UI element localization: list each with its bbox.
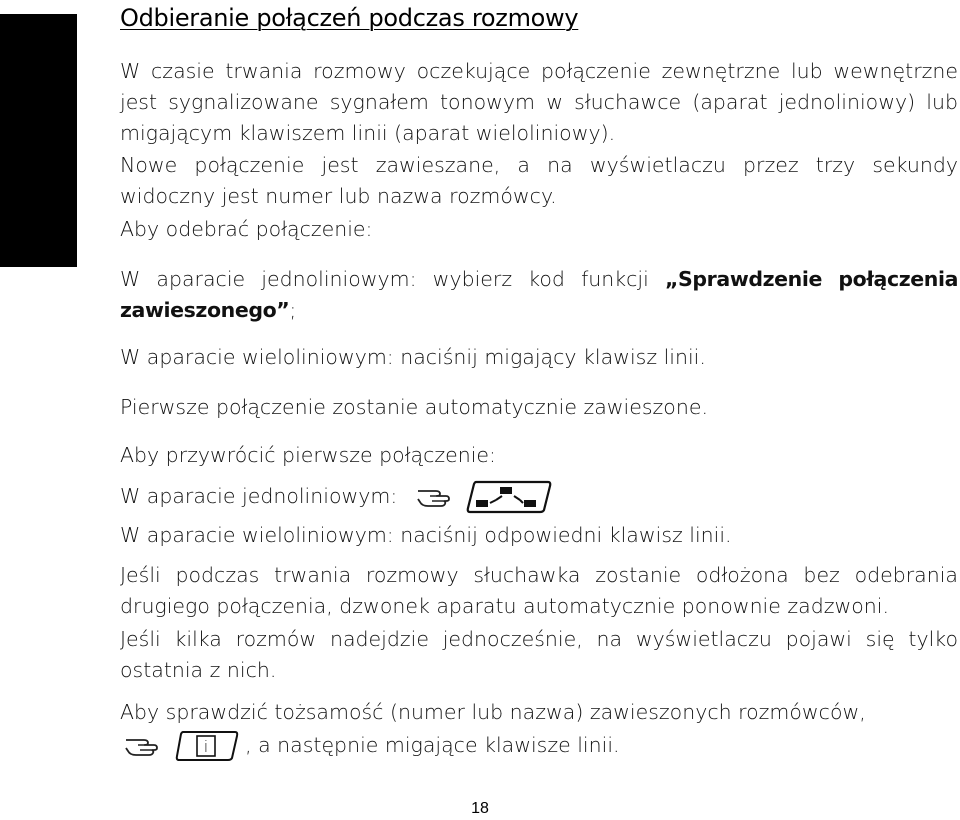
paragraph-waiting-call: W czasie trwania rozmowy oczekujące połączenie zewnętrzne lub wewnętrzne jest sygnalizowane sygnałem tonowym w słuchawce (aparat jednoliniowy) lub migającym klawiszem linii (aparat wieloliniowy). <box>120 59 958 145</box>
info-key-label: i <box>203 737 208 756</box>
single-line-restore-text: W aparacie jednoliniowym: <box>120 484 398 508</box>
restore-key-sequence <box>416 480 553 514</box>
paragraph-single-line-answer <box>120 264 958 326</box>
paragraph-restore-heading: Aby przywrócić pierwsze połączenie: <box>120 443 496 467</box>
single-line-answer-text: W aparacie jednoliniowym: wybierz kod funkcji <box>120 267 665 291</box>
paragraph-hangup-note: Jeśli podczas trwania rozmowy słuchawka zostanie odłożona bez odebrania drugiego połączenia, dzwonek aparatu automatycznie ponownie zadzwoni. <box>120 563 958 618</box>
function-code-name: „Sprawdzenie połączenia zawieszonego” <box>120 267 959 322</box>
chapter-marker-bar <box>0 14 77 267</box>
paragraph-first-call-held: Pierwsze połączenie zostanie automatycznie zawieszone. <box>120 395 708 419</box>
page-title: Odbieranie połączeń podczas rozmowy <box>120 4 579 32</box>
paragraph-multi-line-answer: W aparacie wieloliniowym: naciśnij migający klawisz linii. <box>120 345 706 369</box>
paragraph-check-identity-keys <box>124 730 960 762</box>
transfer-key-icon <box>466 480 552 514</box>
press-hand-icon-2 <box>124 734 168 758</box>
paragraph-check-identity: Aby sprawdzić tożsamość (numer lub nazwa) zawieszonych rozmówców, <box>120 700 866 724</box>
page-number: 18 <box>471 800 489 817</box>
paragraph-multiple-calls-note: Jeśli kilka rozmów nadejdzie jednocześnie, na wyświetlaczu pojawi się tylko ostatnia z nich. <box>120 627 958 682</box>
info-key-icon <box>175 730 239 762</box>
paragraph-single-line-restore <box>120 480 958 514</box>
press-hand-icon <box>416 485 460 509</box>
check-identity-suffix: , a następnie migające klawisze linii. <box>245 733 620 757</box>
paragraph-multi-line-restore: W aparacie wieloliniowym: naciśnij odpowiedni klawisz linii. <box>120 523 732 547</box>
paragraph-new-call: Nowe połączenie jest zawieszane, a na wyświetlaczu przez trzy sekundy widoczny jest numer lub nazwa rozmówcy. <box>120 153 958 208</box>
single-line-answer-suffix: ; <box>289 298 297 322</box>
paragraph-answer-heading: Aby odebrać połączenie: <box>120 217 373 241</box>
